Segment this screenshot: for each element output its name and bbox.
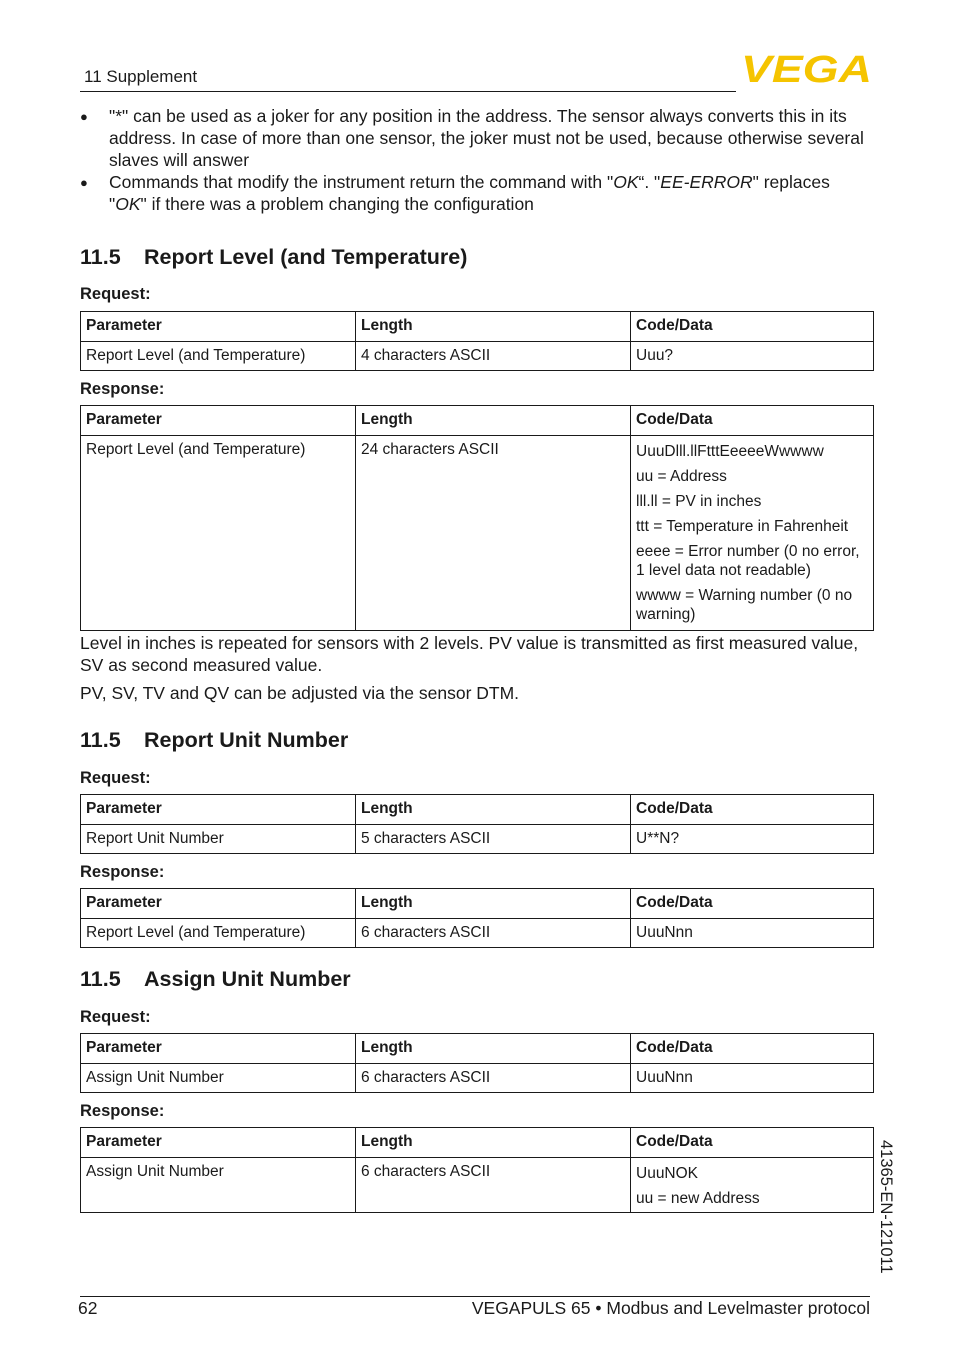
section-heading-report-unit: 11.5 Report Unit Number [80,728,349,752]
parameter-header: Parameter [81,406,356,436]
code-line: eeee = Error number (0 no error, 1 level data not readable) [636,543,860,579]
section-heading-report-level: 11.5 Report Level (and Temperature) [80,245,468,269]
bullet-dot-icon: ● [80,175,88,190]
footer-title: VEGAPULS 65 • Modbus and Levelmaster protocol [471,1298,870,1318]
report-level-response-table [80,405,874,631]
parameter-cell: Report Unit Number [81,825,356,854]
table-header-row [81,795,874,825]
parameter-cell: Report Level (and Temperature) [81,342,356,371]
header-rule [80,91,736,92]
code-cell: UuuNnn [631,1064,874,1093]
bullet-commands [80,171,870,215]
parameter-header: Parameter [81,1034,356,1064]
section-heading-assign-unit: 11.5 Assign Unit Number [80,967,351,991]
table-row [81,825,874,854]
code-header: Code/Data [631,1128,874,1158]
code-header: Code/Data [631,1034,874,1064]
table-header-row [81,1128,874,1158]
running-header: 11 Supplement [84,67,198,86]
length-header: Length [356,1034,631,1064]
code-line: uu = new Address [636,1190,760,1207]
parameter-header: Parameter [81,312,356,342]
length-cell: 6 characters ASCII [356,919,631,948]
request-label: Request: [80,769,151,787]
bullet-joker [80,105,870,171]
code-line: UuuNOK [636,1165,699,1182]
assign-unit-request-table [80,1033,874,1093]
length-header: Length [356,795,631,825]
code-line: UuuDlll.llFtttEeeeeWwwww [636,443,824,460]
length-cell: 24 characters ASCII [356,436,631,631]
code-header: Code/Data [631,406,874,436]
table-row [81,1064,874,1093]
code-header: Code/Data [631,312,874,342]
footer-rule [80,1296,870,1297]
length-cell: 4 characters ASCII [356,342,631,371]
length-header: Length [356,312,631,342]
table-header-row [81,406,874,436]
table-row [81,1158,874,1213]
length-cell: 6 characters ASCII [356,1158,631,1213]
request-label: Request: [80,285,151,303]
bullet-text: Commands that modify the instrument return the command with "OK“. "EE-ERROR" replaces "OK" if there was a problem changing the configuration [109,172,830,214]
length-header: Length [356,889,631,919]
code-line: uu = Address [636,468,727,485]
length-cell: 5 characters ASCII [356,825,631,854]
note-levels: Level in inches is repeated for sensors with 2 levels. PV value is transmitted as first measured value, SV as second measured value. [80,633,859,675]
code-cell [631,436,874,631]
document-code: 41365-EN-121011 [877,1140,895,1274]
svg-text:VEGA: VEGA [741,52,872,84]
report-unit-response-table [80,888,874,948]
length-header: Length [356,406,631,436]
code-line: lll.ll = PV in inches [636,493,762,510]
vega-logo [741,52,872,84]
code-header: Code/Data [631,889,874,919]
table-row [81,919,874,948]
bullet-text: "*" can be used as a joker for any position in the address. The sensor always converts this in its address. In case of more than one sensor, the joker must not be used, because otherwise several slaves will answer [109,106,864,170]
response-label: Response: [80,863,165,881]
request-label: Request: [80,1008,151,1026]
parameter-cell: Report Level (and Temperature) [81,919,356,948]
length-header: Length [356,1128,631,1158]
parameter-cell: Report Level (and Temperature) [81,436,356,631]
code-cell [631,1158,874,1213]
response-label: Response: [80,1102,165,1120]
code-line: ttt = Temperature in Fahrenheit [636,518,849,535]
table-header-row [81,889,874,919]
parameter-header: Parameter [81,795,356,825]
parameter-header: Parameter [81,889,356,919]
table-row [81,436,874,631]
note-dtm: PV, SV, TV and QV can be adjusted via the sensor DTM. [80,683,520,703]
report-level-request-table [80,311,874,371]
table-row [81,342,874,371]
code-header: Code/Data [631,795,874,825]
table-header-row [81,1034,874,1064]
response-label: Response: [80,380,165,398]
parameter-cell: Assign Unit Number [81,1158,356,1213]
code-line: wwww = Warning number (0 no warning) [636,587,853,623]
code-cell: U**N? [631,825,874,854]
length-cell: 6 characters ASCII [356,1064,631,1093]
page-number: 62 [78,1298,98,1318]
code-cell: Uuu? [631,342,874,371]
assign-unit-response-table [80,1127,874,1213]
code-cell: UuuNnn [631,919,874,948]
table-header-row [81,312,874,342]
intro-bullet-list [80,105,870,215]
parameter-cell: Assign Unit Number [81,1064,356,1093]
bullet-dot-icon: ● [80,109,88,124]
report-unit-request-table [80,794,874,854]
parameter-header: Parameter [81,1128,356,1158]
